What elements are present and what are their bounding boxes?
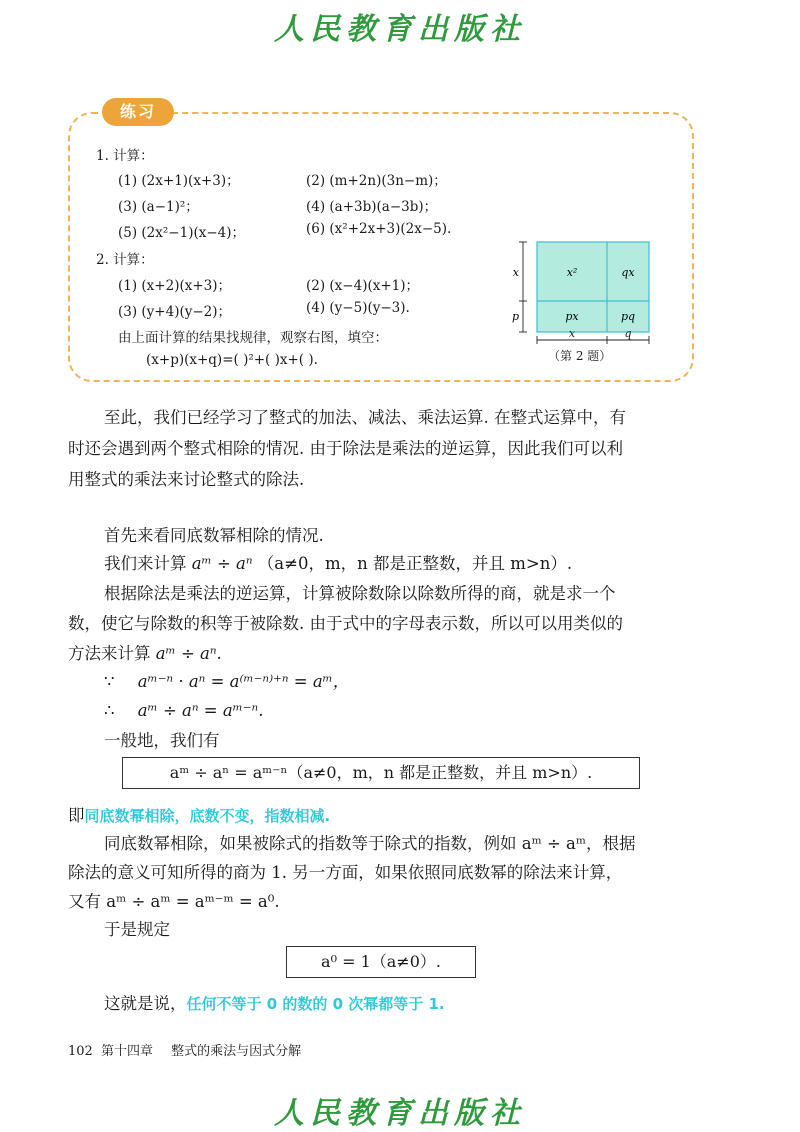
math-expression: aᵐ⁻ⁿ · aⁿ = a⁽ᵐ⁻ⁿ⁾⁺ⁿ = aᵐ， <box>137 672 350 691</box>
formula-box-zero-exponent: a⁰ = 1（a≠0）. <box>286 946 476 978</box>
cell-px: px <box>565 310 579 323</box>
paragraph-line: 至此，我们已经学习了整式的加法、减法、乘法运算. 在整式运算中，有 <box>104 408 626 427</box>
q2-title: 2. 计算： <box>96 252 154 268</box>
exercise-tag: 练习 <box>102 98 174 126</box>
text-run: 方法来计算 <box>68 644 151 663</box>
publisher-watermark-bottom: 人民教育出版社 <box>274 1096 526 1131</box>
bottom-label-x: x <box>568 327 576 340</box>
q1-item: (3) (a−1)²； <box>118 199 199 215</box>
figure-caption: （第 2 题） <box>548 349 612 363</box>
cell-qx: qx <box>621 266 635 279</box>
math-expression: aᵐ ÷ aⁿ = aᵐ⁻ⁿ. <box>137 701 264 720</box>
q2-fill-blank: (x+p)(x+q)=( )²+( )x+( ). <box>146 352 318 368</box>
paragraph-line: 首先来看同底数幂相除的情况. <box>104 526 324 545</box>
paragraph-line: 一般地，我们有 <box>104 731 220 750</box>
therefore-symbol: ∴ <box>104 701 115 720</box>
highlighted-rule: 同底数幂相除，底数不变，指数相减. <box>84 807 331 825</box>
text-run: 我们来计算 <box>104 554 187 573</box>
q1-item: (2) (m+2n)(3n−m)； <box>306 173 447 189</box>
q2-item: (3) (y+4)(y−2)； <box>118 304 232 320</box>
highlighted-rule: 任何不等于 0 的数的 0 次幂都等于 1. <box>186 995 445 1013</box>
cell-pq: pq <box>620 310 636 323</box>
q1-item: (6) (x²+2x+3)(2x−5). <box>306 221 452 237</box>
bottom-label-q: q <box>624 327 632 340</box>
paragraph-line: 于是规定 <box>104 920 170 939</box>
therefore-line <box>68 695 744 726</box>
q2-item: (2) (x−4)(x+1)； <box>306 278 420 294</box>
page-number: 102 <box>68 1044 93 1059</box>
math-expression: aᵐ ÷ aⁿ. <box>155 644 222 663</box>
paragraph-line: 又有 aᵐ ÷ aᵐ = aᵐ⁻ᵐ = a⁰. <box>68 892 280 911</box>
paragraph-line: 除法的意义可知所得的商为 1. 另一方面，如果依照同底数幂的除法来计算， <box>68 863 623 882</box>
q1-item: (4) (a+3b)(a−3b)； <box>306 199 438 215</box>
chapter-title: 整式的乘法与因式分解 <box>171 1044 302 1059</box>
paragraph-line <box>68 638 708 669</box>
q1-title: 1. 计算： <box>96 148 154 164</box>
because-symbol: ∵ <box>104 672 115 691</box>
publisher-watermark-top: 人民教育出版社 <box>274 12 526 47</box>
q2-item: (1) (x+2)(x+3)； <box>118 278 232 294</box>
q1-item: (1) (2x+1)(x+3)； <box>118 173 240 189</box>
chapter-label: 第十四章 <box>100 1044 153 1059</box>
q1-item: (5) (2x²−1)(x−4)； <box>118 225 246 241</box>
text-run: 即 <box>68 806 85 825</box>
conclusion-line <box>68 988 744 1020</box>
cell-x2: x² <box>566 266 578 279</box>
because-line <box>68 666 744 697</box>
paragraph-line: 用整式的乘法来讨论整式的除法. <box>68 470 305 489</box>
side-label-p: p <box>511 310 519 323</box>
paragraph-line: 时还会遇到两个整式相除的情况. 由于除法是乘法的逆运算，因此我们可以利 <box>68 439 623 458</box>
side-label-x: x <box>512 266 519 279</box>
paragraph-line <box>68 548 744 579</box>
paragraph-line: 数，使它与除数的积等于被除数. 由于式中的字母表示数，所以可以用类似的 <box>68 614 623 633</box>
page-footer <box>68 1040 301 1059</box>
q2-note: 由上面计算的结果找规律，观察右图，填空： <box>118 330 388 346</box>
q2-item: (4) (y−5)(y−3). <box>306 300 410 316</box>
paragraph-line: 根据除法是乘法的逆运算，计算被除数除以除数所得的商，就是求一个 <box>104 584 616 603</box>
math-expression: aᵐ ÷ aⁿ <box>191 554 253 573</box>
formula-box-division: aᵐ ÷ aⁿ = aᵐ⁻ⁿ（a≠0，m，n 都是正整数，并且 m>n）. <box>122 757 640 789</box>
text-run: 这就是说， <box>104 994 187 1013</box>
paragraph-line: 同底数幂相除，如果被除式的指数等于除式的指数，例如 aᵐ ÷ aᵐ，根据 <box>104 834 636 853</box>
text-run: （a≠0，m，n 都是正整数，并且 m>n）. <box>257 554 573 573</box>
